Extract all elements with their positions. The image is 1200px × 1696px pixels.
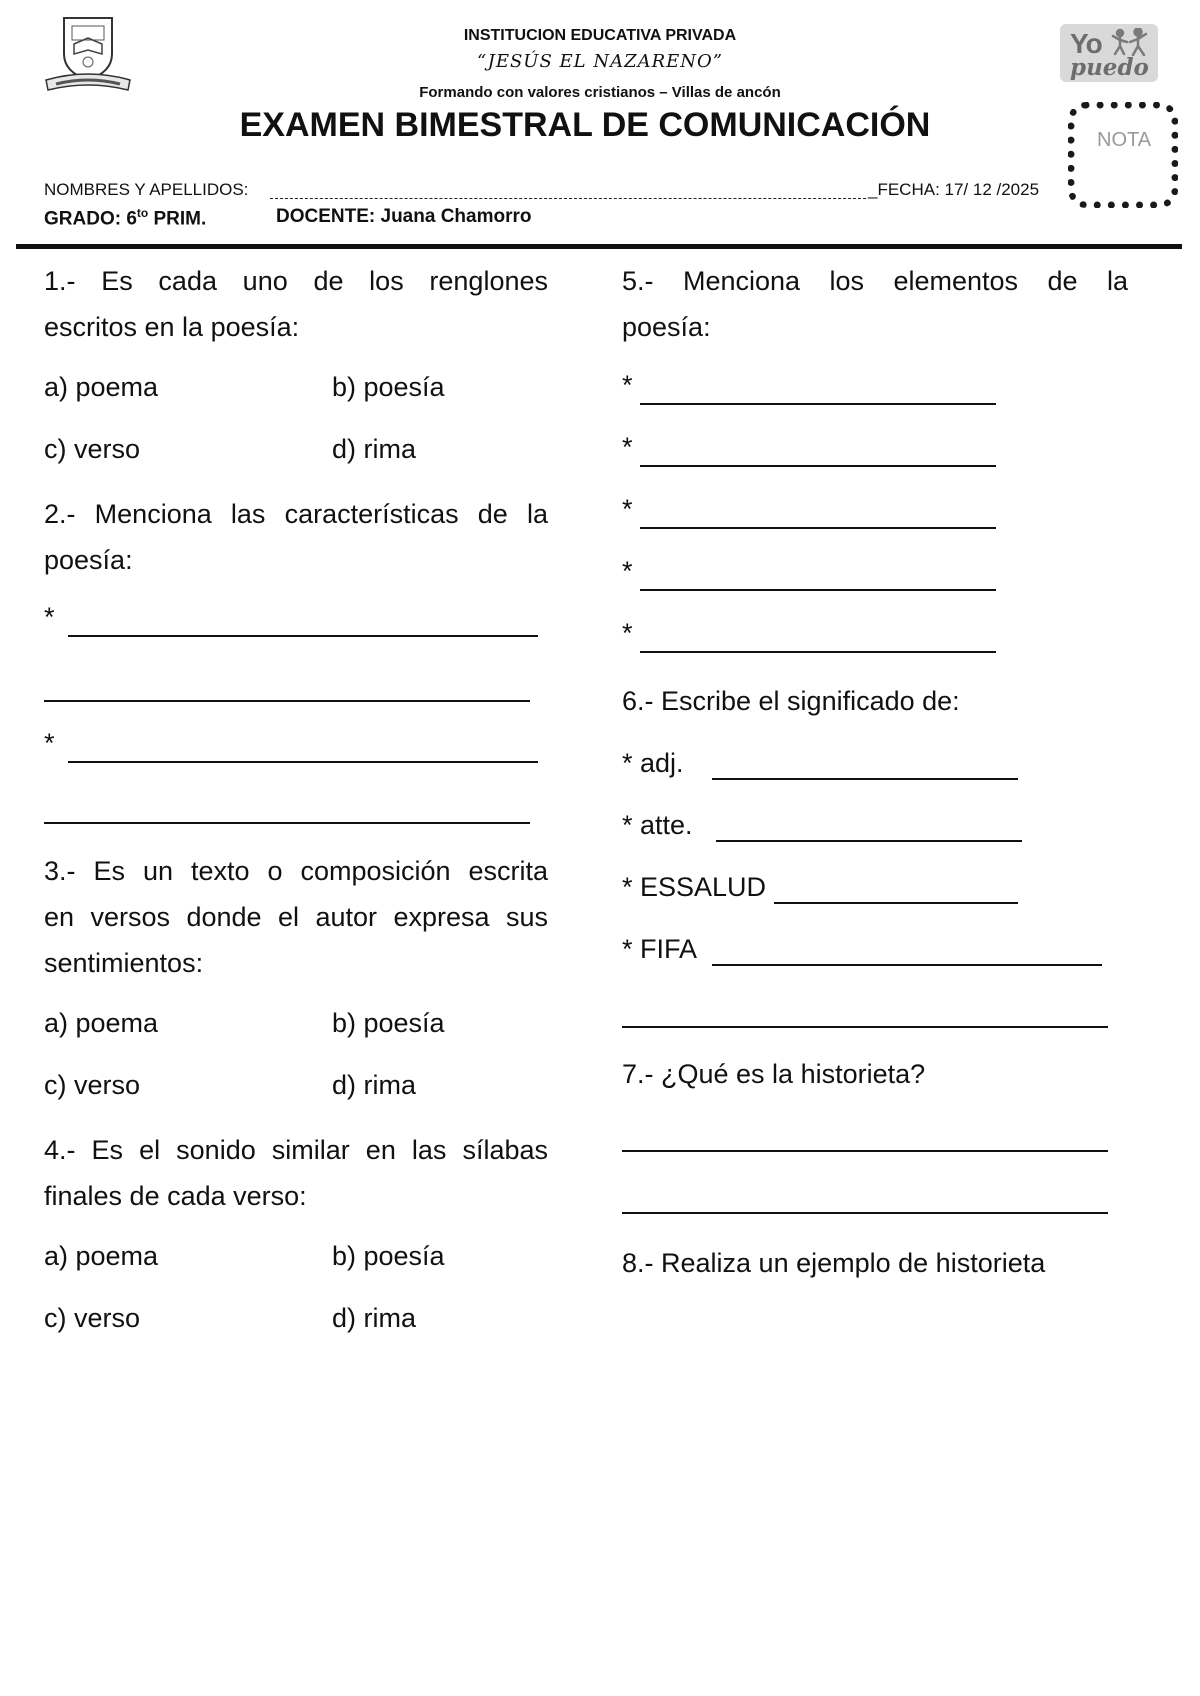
q6-title: 6.- Escribe el significado de: (622, 686, 960, 716)
q2-answer-line-1[interactable] (68, 635, 538, 637)
q6-item-atte: * atte. (622, 810, 693, 840)
q6-item-essalud: * ESSALUD (622, 872, 767, 902)
q5-bullet-5: * (622, 618, 633, 648)
grade-box[interactable] (1068, 102, 1178, 208)
q5-line1: 5.- Menciona los elementos de la (622, 266, 1128, 296)
q1-line1: 1.- Es cada uno de los renglones (44, 266, 548, 296)
q6-answer-line-fifa-1[interactable] (712, 964, 1102, 966)
q4-line1: 4.- Es el sonido similar en las sílabas (44, 1135, 548, 1165)
names-label: NOMBRES Y APELLIDOS: (44, 180, 249, 199)
grade-label (44, 206, 206, 230)
q4-line2: finales de cada verso: (44, 1181, 307, 1211)
q4-option-a[interactable]: a) poema (44, 1241, 159, 1271)
q3-option-d[interactable]: d) rima (332, 1070, 417, 1100)
q7-title: 7.- ¿Qué es la historieta? (622, 1059, 926, 1089)
q3-line2: en versos donde el autor expresa sus (44, 902, 548, 932)
q1-option-d[interactable]: d) rima (332, 434, 417, 464)
teacher-label: DOCENTE: Juana Chamorro (276, 206, 532, 227)
date-label: _FECHA: 17/ 12 /2025 (868, 180, 1040, 199)
grade-suffix: PRIM. (148, 208, 207, 230)
q8-title: 8.- Realiza un ejemplo de historieta (622, 1248, 1046, 1278)
q3-option-a[interactable]: a) poema (44, 1008, 159, 1038)
institution-label: INSTITUCION EDUCATIVA PRIVADA (463, 27, 737, 44)
q6-item-fifa: * FIFA (622, 934, 698, 964)
q5-bullet-2: * (622, 432, 633, 462)
exam-title: EXAMEN BIMESTRAL DE COMUNICACIÓN (239, 106, 931, 144)
q5-bullet-1: * (622, 370, 633, 400)
school-motto: Formando con valores cristianos – Villas de ancón (419, 84, 781, 101)
q6-item-adj: * adj. (622, 748, 684, 778)
names-field[interactable] (270, 198, 866, 199)
q5-answer-line-4[interactable] (640, 589, 996, 591)
q4-option-b[interactable]: b) poesía (332, 1241, 445, 1271)
grade-box-label: NOTA (1097, 129, 1152, 151)
q6-answer-line-adj[interactable] (712, 778, 1018, 780)
q5-answer-line-5[interactable] (640, 651, 996, 653)
q7-answer-line-2[interactable] (622, 1212, 1108, 1214)
q5-bullet-3: * (622, 494, 633, 524)
q6-answer-line-atte[interactable] (716, 840, 1022, 842)
q7-answer-line-1[interactable] (622, 1150, 1108, 1152)
q5-bullet-4: * (622, 556, 633, 586)
logo-top-text: Yo (1070, 28, 1102, 59)
q3-line1: 3.- Es un texto o composición escrita (44, 856, 548, 886)
q2-bullet-2: * (44, 728, 55, 758)
q3-line3: sentimientos: (44, 948, 204, 978)
q5-answer-line-2[interactable] (640, 465, 996, 467)
q2-bullet-1: * (44, 602, 55, 632)
header-divider (16, 244, 1182, 249)
q1-option-a[interactable]: a) poema (44, 372, 159, 402)
q2-line2: poesía: (44, 545, 133, 575)
q1-option-c[interactable]: c) verso (44, 434, 141, 464)
q6-answer-line-essalud[interactable] (774, 902, 1018, 904)
q4-option-c[interactable]: c) verso (44, 1303, 141, 1333)
grade-superscript: to (136, 206, 149, 220)
grade-text: GRADO: 6 (44, 208, 137, 230)
school-name: “JESÚS EL NAZARENO” (477, 51, 723, 72)
q1-option-b[interactable]: b) poesía (332, 372, 445, 402)
q3-option-b[interactable]: b) poesía (332, 1008, 445, 1038)
q2-answer-line-3[interactable] (68, 761, 538, 763)
q4-option-d[interactable]: d) rima (332, 1303, 417, 1333)
q5-answer-line-1[interactable] (640, 403, 996, 405)
q2-answer-line-2[interactable] (44, 700, 530, 702)
q2-line1: 2.- Menciona las características de la (44, 499, 548, 529)
q3-option-c[interactable]: c) verso (44, 1070, 141, 1100)
q5-line2: poesía: (622, 312, 711, 342)
q1-line2: escritos en la poesía: (44, 312, 300, 342)
q5-answer-line-3[interactable] (640, 527, 996, 529)
q6-answer-line-fifa-2[interactable] (622, 1026, 1108, 1028)
q2-answer-line-4[interactable] (44, 822, 530, 824)
logo-bottom-text: puedo (1070, 54, 1149, 81)
